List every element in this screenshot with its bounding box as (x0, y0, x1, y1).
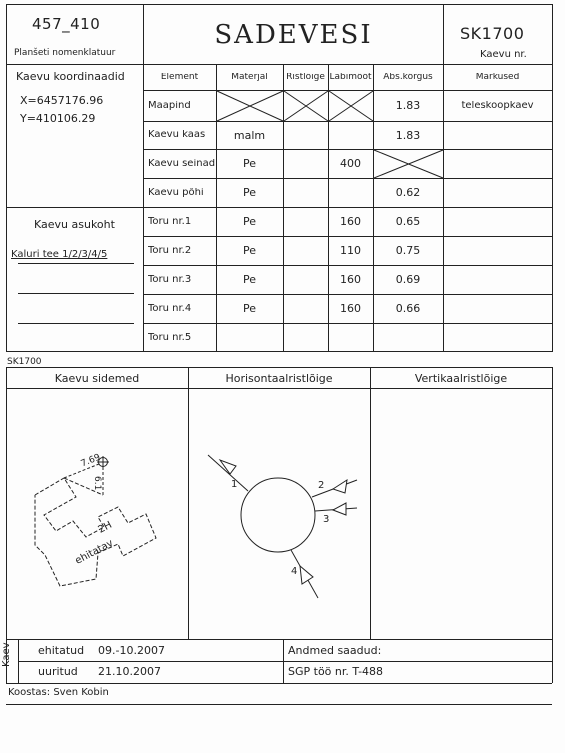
footer-side-label: Kaev (1, 642, 12, 667)
page-title: SADEVESI (214, 20, 373, 50)
table-cell-material: Pe (242, 158, 256, 169)
built-label: ehitatud (38, 644, 85, 657)
table-cell-element: Toru nr.3 (148, 274, 192, 285)
pipe-4-arrow (300, 566, 313, 584)
col-header-material: Materjal (231, 72, 268, 82)
panel-heading-ties: Kaevu sidemed (54, 372, 140, 385)
compiled-by: Koostas: Sven Kobin (8, 687, 109, 698)
pipe-label-3: 3 (323, 514, 330, 525)
col-header-abs-height: Abs.kõrgus (383, 72, 433, 82)
table-cell-material: Pe (242, 303, 256, 314)
well-number-label: Kaevu nr. (480, 49, 527, 60)
tie-distance-1: 7.69 (79, 452, 102, 470)
table-cell-diameter: 110 (340, 245, 361, 256)
table-cell-diameter: 160 (340, 303, 361, 314)
table-cell-diameter: 160 (340, 274, 361, 285)
pipe-label-2: 2 (318, 480, 325, 491)
building-label: ehitatav (73, 537, 116, 567)
table-cell-element: Kaevu seinad (148, 158, 216, 169)
col-header-diameter: Läbimõõt (329, 72, 372, 82)
table-cell-material: Pe (242, 274, 256, 285)
col-header-element: Element (160, 72, 199, 82)
table-cell-material: Pe (242, 245, 256, 256)
table-cell-element: Toru nr.1 (148, 216, 192, 227)
pipe-3-arrow (333, 503, 346, 515)
surveyed-label: uuritud (38, 665, 78, 678)
table-cell-abs: 0.75 (395, 245, 421, 256)
pipe-1-line (208, 455, 248, 491)
table-cell-abs: 0.65 (395, 216, 421, 227)
location-label: Kaevu asukoht (34, 218, 115, 231)
coordinate-y: Y=410106.29 (20, 112, 96, 125)
manhole-circle (241, 478, 315, 552)
pipe-2-arrow (333, 480, 347, 493)
table-cell-element: Kaevu kaas (148, 130, 206, 140)
source-label: Andmed saadud: (288, 644, 382, 657)
source-value: SGP töö nr. T-488 (288, 665, 384, 678)
table-cell-element: Maapind (148, 100, 191, 111)
table-cell-abs: 0.69 (395, 274, 421, 285)
table-cell-material: malm (233, 129, 266, 141)
sheet-number: 457_410 (32, 15, 101, 33)
table-cell-element: Toru nr.4 (148, 303, 192, 314)
pipe-1-arrow (220, 460, 236, 474)
pipe-label-4: 4 (291, 566, 298, 577)
built-value: 09.-10.2007 (98, 644, 165, 657)
table-cell-element: Toru nr.5 (148, 332, 192, 343)
panel-heading-horizontal: Horisontaalristlõige (225, 372, 333, 385)
tie-distance-2: 6.1 (92, 476, 102, 491)
building-code: 2H (96, 519, 114, 536)
sheet-label: Planšeti nomenklatuur (14, 48, 116, 58)
col-header-notes: Märkused (475, 72, 520, 82)
table-cell-material: Pe (242, 216, 256, 227)
table-cell-abs: 0.62 (395, 187, 421, 198)
horizontal-section-drawing (208, 455, 357, 598)
location-address: Kaluri tee 1/2/3/4/5 (11, 249, 108, 260)
panel-heading-vertical: Vertikaalristlõige (414, 372, 508, 385)
well-code: SK1700 (460, 24, 525, 43)
coordinates-label: Kaevu koordinaadid (16, 70, 125, 83)
lower-frame (7, 368, 553, 640)
table-cell-notes: teleskoopkaev (461, 100, 534, 111)
surveyed-value: 21.10.2007 (98, 665, 161, 678)
table-cell-element: Toru nr.2 (148, 245, 192, 256)
small-well-code: SK1700 (7, 357, 42, 367)
table-cell-material: Pe (242, 187, 256, 198)
table-cell-abs: 1.83 (395, 100, 421, 111)
coordinate-x: X=6457176.96 (20, 94, 104, 107)
table-cell-abs: 1.83 (395, 129, 421, 141)
table-cell-abs: 0.66 (395, 303, 421, 314)
col-header-section: Ristlõige (286, 72, 325, 82)
table-cell-diameter: 400 (340, 158, 361, 169)
pipe-label-1: 1 (231, 479, 238, 490)
table-cell-element: Kaevu põhi (148, 187, 204, 198)
table-cell-diameter: 160 (340, 216, 361, 227)
